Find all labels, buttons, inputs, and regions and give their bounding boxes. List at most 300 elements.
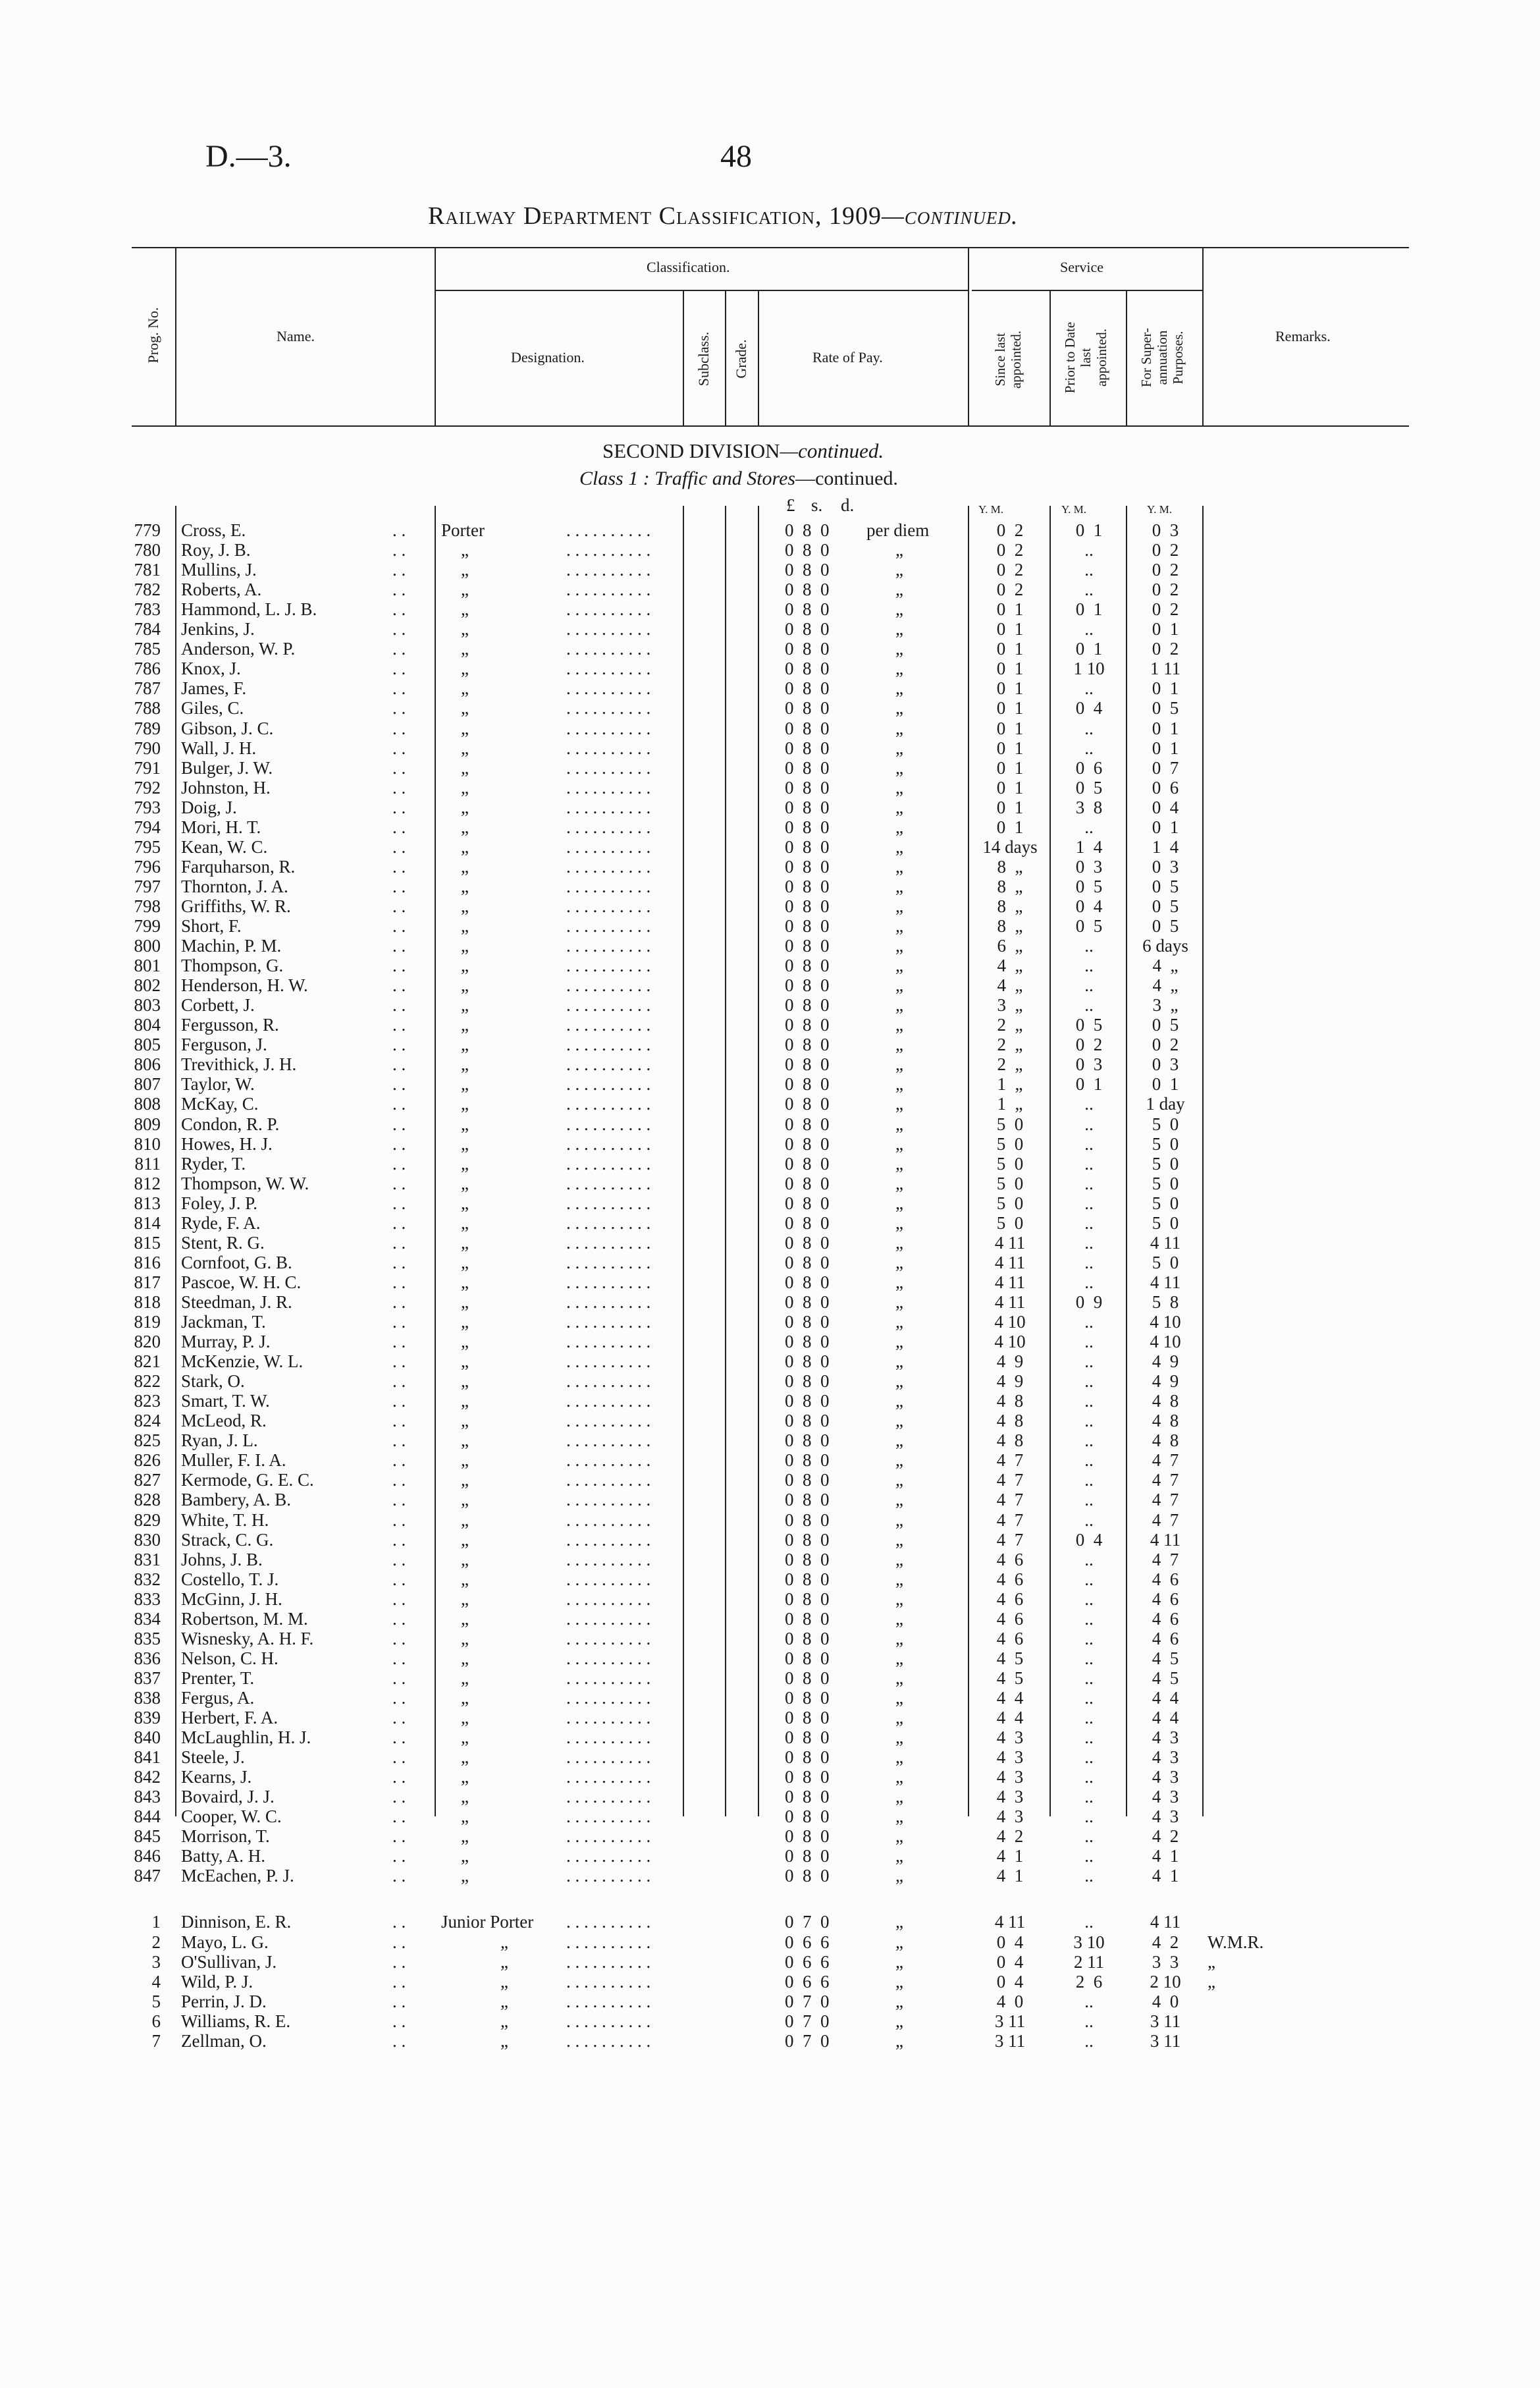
- pay-period: „: [895, 1509, 903, 1530]
- leader-dots: . . . . . . . . . .: [566, 1569, 651, 1589]
- leader-dots: . . . . . . . . . .: [566, 1727, 651, 1748]
- employee-name: Roberts, A.: [181, 580, 262, 600]
- pay-period: „: [895, 1173, 903, 1193]
- prog-no: 779: [134, 520, 161, 540]
- rate-of-pay: 0 8 0: [785, 1450, 830, 1471]
- header-remarks: Remarks.: [1275, 328, 1331, 344]
- leader-dots: . .: [392, 2030, 406, 2051]
- service-since-last: 6 „: [997, 936, 1023, 956]
- prog-no: 1: [151, 1912, 161, 1932]
- col-rule: [175, 247, 176, 425]
- service-since-last: 4 7: [996, 1509, 1024, 1530]
- service-prior: ..: [1084, 1272, 1094, 1292]
- service-prior: ..: [1084, 1232, 1094, 1253]
- prog-no: 810: [134, 1133, 161, 1154]
- col-rule: [968, 247, 969, 425]
- pay-period: „: [895, 1490, 903, 1510]
- designation: „: [461, 1015, 469, 1035]
- service-superannuation: 5 0: [1152, 1173, 1179, 1193]
- designation: „: [461, 975, 469, 996]
- designation: „: [461, 1312, 469, 1332]
- employee-name: Thornton, J. A.: [181, 876, 288, 896]
- rate-of-pay: 0 8 0: [785, 1411, 830, 1431]
- service-superannuation: 4 1: [1152, 1866, 1179, 1886]
- designation: „: [461, 1133, 469, 1154]
- employee-name: McKenzie, W. L.: [181, 1351, 304, 1372]
- service-since-last: 4 8: [996, 1391, 1024, 1411]
- employee-name: Griffiths, W. R.: [181, 896, 291, 916]
- designation: „: [461, 1332, 469, 1352]
- service-superannuation: 4 7: [1152, 1450, 1179, 1471]
- service-prior: ..: [1084, 1312, 1094, 1332]
- leader-dots: . . . . . . . . . .: [566, 1291, 651, 1312]
- header-classification: Classification.: [647, 259, 730, 275]
- rate-of-pay: 0 8 0: [785, 540, 830, 560]
- rate-of-pay: 0 8 0: [785, 1569, 830, 1589]
- designation: „: [461, 1806, 469, 1827]
- prog-no: 827: [134, 1470, 161, 1490]
- employee-name: Hammond, L. J. B.: [181, 599, 317, 620]
- service-prior: 0 9: [1075, 1291, 1103, 1312]
- employee-name: McGinn, J. H.: [181, 1588, 282, 1609]
- rate-of-pay: 0 8 0: [785, 1332, 830, 1352]
- employee-name: Johnston, H.: [181, 777, 271, 798]
- rate-of-pay: 0 8 0: [785, 1291, 830, 1312]
- pay-period: „: [895, 1727, 903, 1748]
- service-since-last: 0 1: [996, 639, 1024, 659]
- designation: „: [461, 817, 469, 837]
- employee-name: James, F.: [181, 678, 247, 699]
- page-code: D.—3.: [205, 139, 292, 174]
- service-prior: ..: [1084, 540, 1094, 560]
- leader-dots: . .: [392, 1951, 406, 1972]
- prog-no: 801: [134, 956, 161, 976]
- leader-dots: . .: [392, 738, 406, 758]
- pay-period: „: [895, 1971, 903, 1992]
- prog-no: 832: [134, 1569, 161, 1589]
- service-prior: ..: [1084, 1747, 1094, 1768]
- header-subclass: Subclass.: [695, 331, 712, 387]
- leader-dots: . . . . . . . . . .: [566, 1549, 651, 1569]
- designation: „: [461, 1628, 469, 1648]
- service-superannuation: 4 6: [1152, 1588, 1179, 1609]
- prog-no: 830: [134, 1529, 161, 1550]
- pay-period: „: [895, 1232, 903, 1253]
- service-prior: 1 10: [1073, 659, 1105, 679]
- employee-name: Kermode, G. E. C.: [181, 1470, 314, 1490]
- body-col-rule: [725, 506, 726, 1816]
- prog-no: 787: [134, 678, 161, 699]
- unit-pence: d.: [841, 495, 855, 515]
- designation: „: [461, 1747, 469, 1768]
- leader-dots: . .: [392, 975, 406, 996]
- service-since-last: 4 11: [994, 1912, 1026, 1932]
- leader-dots: . . . . . . . . . .: [566, 896, 651, 916]
- prog-no: 786: [134, 659, 161, 679]
- service-superannuation: 4 10: [1150, 1332, 1181, 1352]
- prog-no: 846: [134, 1846, 161, 1866]
- rate-of-pay: 0 8 0: [785, 1826, 830, 1847]
- service-superannuation: 0 2: [1152, 580, 1179, 600]
- pay-period: „: [895, 1991, 903, 2011]
- leader-dots: . . . . . . . . . .: [566, 1529, 651, 1550]
- employee-name: Williams, R. E.: [181, 2011, 291, 2031]
- col-rule: [725, 290, 726, 425]
- service-since-last: 2 „: [997, 1035, 1023, 1055]
- service-since-last: 3 11: [994, 2011, 1026, 2031]
- pay-period: „: [895, 1094, 903, 1114]
- service-since-last: 0 1: [996, 777, 1024, 798]
- service-since-last: 0 2: [996, 560, 1024, 580]
- pay-period: „: [895, 599, 903, 620]
- leader-dots: . . . . . . . . . .: [566, 1430, 651, 1451]
- rate-of-pay: 0 8 0: [785, 956, 830, 976]
- leader-dots: . . . . . . . . . .: [566, 718, 651, 738]
- service-since-last: 0 1: [996, 619, 1024, 639]
- prog-no: 841: [134, 1747, 161, 1768]
- leader-dots: . .: [392, 1932, 406, 1952]
- prog-no: 803: [134, 995, 161, 1016]
- leader-dots: . . . . . . . . . .: [566, 1312, 651, 1332]
- prog-no: 812: [134, 1173, 161, 1193]
- leader-dots: . .: [392, 1569, 406, 1589]
- service-since-last: 4 10: [994, 1332, 1026, 1352]
- rate-of-pay: 0 8 0: [785, 777, 830, 798]
- designation: „: [461, 619, 469, 639]
- col-rule: [435, 247, 436, 425]
- rate-of-pay: 0 8 0: [785, 1430, 830, 1451]
- leader-dots: . . . . . . . . . .: [566, 1015, 651, 1035]
- body-col-rule: [1126, 506, 1127, 1816]
- service-superannuation: 0 2: [1152, 540, 1179, 560]
- designation: „: [461, 1608, 469, 1629]
- pay-period: „: [895, 1708, 903, 1727]
- designation: „: [461, 1291, 469, 1312]
- leader-dots: . .: [392, 1114, 406, 1134]
- service-since-last: 4 6: [996, 1549, 1024, 1569]
- rate-of-pay: 0 8 0: [785, 1727, 830, 1748]
- prog-no: 2: [151, 1932, 161, 1952]
- designation: „: [461, 1371, 469, 1392]
- leader-dots: . .: [392, 1312, 406, 1332]
- prog-no: 793: [134, 797, 161, 817]
- designation: Porter: [441, 520, 485, 540]
- service-since-last: 4 4: [996, 1708, 1024, 1727]
- rate-of-pay: 0 8 0: [785, 896, 830, 916]
- service-since-last: 2 „: [997, 1054, 1023, 1075]
- leader-dots: . .: [392, 1588, 406, 1609]
- designation: „: [461, 1173, 469, 1193]
- service-since-last: 0 1: [996, 718, 1024, 738]
- service-prior: 0 4: [1075, 896, 1103, 916]
- designation: „: [461, 916, 469, 936]
- service-prior: ..: [1084, 995, 1094, 1016]
- service-superannuation: 4 8: [1152, 1430, 1179, 1451]
- service-superannuation: 3 „: [1152, 995, 1179, 1016]
- prog-no: 790: [134, 738, 161, 758]
- rate-of-pay: 0 8 0: [785, 1054, 830, 1075]
- employee-name: Roy, J. B.: [181, 540, 251, 560]
- designation: „: [461, 1114, 469, 1134]
- rate-of-pay: 0 8 0: [785, 1668, 830, 1688]
- service-prior: 3 10: [1073, 1932, 1105, 1952]
- employee-name: Jackman, T.: [181, 1312, 266, 1332]
- rate-of-pay: 0 8 0: [785, 580, 830, 600]
- leader-dots: . .: [392, 1687, 406, 1708]
- leader-dots: . .: [392, 1430, 406, 1451]
- service-superannuation: 4 2: [1152, 1932, 1179, 1952]
- rate-of-pay: 0 8 0: [785, 1114, 830, 1134]
- rate-of-pay: 0 8 0: [785, 797, 830, 817]
- prog-no: 833: [134, 1588, 161, 1609]
- pay-period: „: [895, 1747, 903, 1768]
- designation: „: [461, 757, 469, 778]
- division-suffix: —continued.: [780, 439, 884, 462]
- rate-of-pay: 0 8 0: [785, 639, 830, 659]
- service-superannuation: 5 0: [1152, 1133, 1179, 1154]
- leader-dots: . .: [392, 856, 406, 877]
- designation: „: [500, 1932, 508, 1952]
- rate-of-pay: 0 8 0: [785, 1687, 830, 1708]
- leader-dots: . .: [392, 1991, 406, 2011]
- leader-dots: . . . . . . . . . .: [566, 1470, 651, 1490]
- pay-period: „: [895, 757, 903, 778]
- service-since-last: 0 1: [996, 738, 1024, 758]
- prog-no: 797: [134, 876, 161, 896]
- prog-no: 799: [134, 916, 161, 936]
- service-prior: ..: [1084, 817, 1094, 837]
- service-superannuation: 4 6: [1152, 1628, 1179, 1648]
- leader-dots: . . . . . . . . . .: [566, 1114, 651, 1134]
- header-prog-no: Prog. No.: [145, 307, 161, 364]
- service-superannuation: 4 3: [1152, 1747, 1179, 1768]
- employee-name: Dinnison, E. R.: [181, 1912, 292, 1932]
- leader-dots: . . . . . . . . . .: [566, 1866, 651, 1886]
- service-prior: ..: [1084, 1450, 1094, 1471]
- pay-period: „: [895, 1529, 903, 1550]
- service-superannuation: 0 3: [1152, 1054, 1179, 1075]
- pay-period: „: [895, 1932, 903, 1952]
- leader-dots: . .: [392, 1787, 406, 1807]
- leader-dots: . . . . . . . . . .: [566, 1094, 651, 1114]
- rate-of-pay: 0 8 0: [785, 678, 830, 699]
- service-prior: ..: [1084, 1252, 1094, 1272]
- leader-dots: . . . . . . . . . .: [566, 1490, 651, 1510]
- service-since-last: 1 „: [997, 1094, 1023, 1114]
- designation: „: [461, 856, 469, 877]
- pay-period: „: [895, 1450, 903, 1471]
- service-prior: ..: [1084, 1912, 1094, 1932]
- leader-dots: . .: [392, 639, 406, 659]
- prog-no: 843: [134, 1787, 161, 1807]
- prog-no: 820: [134, 1332, 161, 1352]
- prog-no: 834: [134, 1608, 161, 1629]
- leader-dots: . .: [392, 1826, 406, 1847]
- leader-dots: . . . . . . . . . .: [566, 777, 651, 798]
- leader-dots: . .: [392, 1173, 406, 1193]
- service-since-last: 4 7: [996, 1490, 1024, 1510]
- class-prefix: Class 1 :: [579, 468, 650, 489]
- leader-dots: . .: [392, 1450, 406, 1471]
- leader-dots: . .: [392, 1332, 406, 1352]
- rate-of-pay: 0 8 0: [785, 1035, 830, 1055]
- service-superannuation: 3 11: [1150, 2011, 1181, 2031]
- prog-no: 791: [134, 757, 161, 778]
- designation: „: [461, 560, 469, 580]
- pay-period: „: [895, 1193, 903, 1213]
- designation: „: [500, 1971, 508, 1992]
- leader-dots: . .: [392, 1509, 406, 1530]
- service-since-last: 4 8: [996, 1411, 1024, 1431]
- designation: „: [461, 1727, 469, 1748]
- service-prior: ..: [1084, 956, 1094, 976]
- designation: „: [500, 1991, 508, 2011]
- service-prior: ..: [1084, 1470, 1094, 1490]
- pay-period: „: [895, 1153, 903, 1174]
- service-since-last: 5 0: [996, 1133, 1024, 1154]
- service-since-last: 3 11: [994, 2030, 1026, 2051]
- rate-of-pay: 0 8 0: [785, 619, 830, 639]
- service-superannuation: 4 6: [1152, 1569, 1179, 1589]
- designation: „: [461, 1450, 469, 1471]
- service-superannuation: 6 days: [1142, 936, 1188, 956]
- leader-dots: . .: [392, 1529, 406, 1550]
- service-superannuation: 5 0: [1152, 1212, 1179, 1233]
- service-since-last: 8 „: [997, 896, 1023, 916]
- pay-period: „: [895, 1035, 903, 1055]
- leader-dots: . . . . . . . . . .: [566, 836, 651, 857]
- employee-name: Johns, J. B.: [181, 1549, 263, 1569]
- pay-period: „: [895, 995, 903, 1016]
- leader-dots: . .: [392, 1351, 406, 1372]
- service-since-last: 4 „: [997, 956, 1023, 976]
- service-superannuation: 4 11: [1150, 1272, 1181, 1292]
- designation: „: [461, 1391, 469, 1411]
- service-since-last: 5 0: [996, 1153, 1024, 1174]
- service-prior: ..: [1084, 718, 1094, 738]
- prog-no: 837: [134, 1668, 161, 1688]
- rate-of-pay: 0 8 0: [785, 1153, 830, 1174]
- leader-dots: . . . . . . . . . .: [566, 560, 651, 580]
- service-superannuation: 3 11: [1150, 2030, 1181, 2051]
- leader-dots: . . . . . . . . . .: [566, 1846, 651, 1866]
- pay-period: „: [895, 1846, 903, 1866]
- section-class: [579, 468, 898, 490]
- service-prior: 2 11: [1073, 1951, 1105, 1972]
- rate-of-pay: 0 8 0: [785, 1787, 830, 1807]
- rate-of-pay: 0 8 0: [785, 1767, 830, 1787]
- leader-dots: . . . . . . . . . .: [566, 1252, 651, 1272]
- service-since-last: 0 2: [996, 580, 1024, 600]
- service-superannuation: 4 4: [1152, 1687, 1179, 1708]
- service-since-last: 5 0: [996, 1114, 1024, 1134]
- designation: „: [461, 659, 469, 679]
- rate-of-pay: 0 8 0: [785, 1391, 830, 1411]
- service-prior: ..: [1084, 1767, 1094, 1787]
- rate-of-pay: 0 8 0: [785, 1015, 830, 1035]
- col-rule: [758, 290, 759, 425]
- designation: „: [461, 580, 469, 600]
- employee-name: Steele, J.: [181, 1747, 245, 1768]
- leader-dots: . . . . . . . . . .: [566, 1588, 651, 1609]
- service-since-last: 0 1: [996, 817, 1024, 837]
- service-prior: ..: [1084, 1991, 1094, 2011]
- service-rule: [972, 290, 1202, 291]
- body-col-rule: [683, 506, 684, 1816]
- service-prior: ..: [1084, 1509, 1094, 1530]
- designation: „: [461, 1767, 469, 1787]
- leader-dots: . .: [392, 1212, 406, 1233]
- pay-period: „: [895, 678, 903, 699]
- service-prior: ..: [1084, 1490, 1094, 1510]
- designation: „: [461, 1153, 469, 1174]
- designation: „: [461, 1588, 469, 1609]
- service-prior: ..: [1084, 1866, 1094, 1886]
- service-prior: ..: [1084, 1133, 1094, 1154]
- service-superannuation: 4 11: [1150, 1232, 1181, 1253]
- designation: „: [461, 1272, 469, 1292]
- prog-no: 816: [134, 1252, 161, 1272]
- pay-period: „: [895, 1549, 903, 1569]
- employee-name: Wild, P. J.: [181, 1971, 253, 1992]
- leader-dots: . . . . . . . . . .: [566, 1991, 651, 2011]
- rate-of-pay: 0 8 0: [785, 995, 830, 1016]
- service-since-last: 4 3: [996, 1787, 1024, 1807]
- designation: „: [461, 1252, 469, 1272]
- class-name: Traffic and Stores: [654, 468, 796, 489]
- leader-dots: . . . . . . . . . .: [566, 1133, 651, 1154]
- rate-of-pay: 0 8 0: [785, 1648, 830, 1668]
- leader-dots: . .: [392, 1971, 406, 1992]
- pay-period: „: [895, 1054, 903, 1075]
- rate-of-pay: 0 8 0: [785, 1193, 830, 1213]
- leader-dots: . .: [392, 1272, 406, 1292]
- service-since-last: 0 2: [996, 520, 1024, 540]
- service-prior: 0 3: [1075, 1054, 1103, 1075]
- service-since-last: 4 10: [994, 1312, 1026, 1332]
- employee-name: Perrin, J. D.: [181, 1991, 267, 2011]
- designation: „: [500, 2030, 508, 2051]
- prog-no: 815: [134, 1232, 161, 1253]
- service-since-last: 4 11: [994, 1252, 1026, 1272]
- service-prior: 0 1: [1075, 520, 1103, 540]
- service-superannuation: 0 2: [1152, 1035, 1179, 1055]
- division-title: SECOND DIVISION: [602, 439, 780, 462]
- service-prior: ..: [1084, 1727, 1094, 1748]
- service-since-last: 4 11: [994, 1291, 1026, 1312]
- leader-dots: . . . . . . . . . .: [566, 1391, 651, 1411]
- section-division: [602, 439, 884, 463]
- leader-dots: . . . . . . . . . .: [566, 956, 651, 976]
- service-superannuation: 5 0: [1152, 1114, 1179, 1134]
- employee-name: Machin, P. M.: [181, 936, 282, 956]
- employee-name: Smart, T. W.: [181, 1391, 270, 1411]
- designation: „: [461, 1509, 469, 1530]
- pay-period: „: [895, 876, 903, 896]
- leader-dots: . .: [392, 718, 406, 738]
- leader-dots: . . . . . . . . . .: [566, 1826, 651, 1847]
- service-superannuation: 4 4: [1152, 1708, 1179, 1727]
- pay-period: „: [895, 1787, 903, 1807]
- leader-dots: . . . . . . . . . .: [566, 1668, 651, 1688]
- pay-period: „: [895, 718, 903, 738]
- rate-of-pay: 0 8 0: [785, 1074, 830, 1095]
- pay-period: „: [895, 1430, 903, 1451]
- pay-period: „: [895, 2030, 903, 2051]
- service-since-last: 4 2: [996, 1826, 1024, 1847]
- col-rule: [1049, 290, 1051, 425]
- employee-name: Bovaird, J. J.: [181, 1787, 275, 1807]
